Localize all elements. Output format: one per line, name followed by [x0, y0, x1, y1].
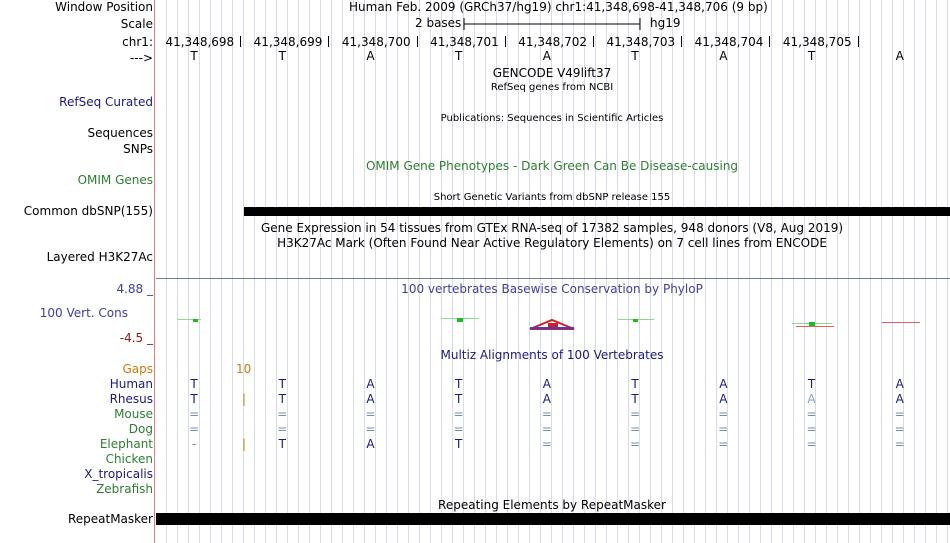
species-label-mouse[interactable]: Mouse — [114, 407, 153, 421]
ruler-tick — [593, 36, 594, 47]
multiz-track-title: Multiz Alignments of 100 Vertebrates — [440, 348, 664, 362]
ruler-coordinate: 41,348,698 — [165, 35, 235, 49]
base-letter: A — [542, 49, 551, 63]
label-divider-line — [154, 0, 155, 543]
alignment-base: = — [277, 407, 288, 421]
ruler-coordinate: 41,348,703 — [606, 35, 676, 49]
window-position-value: Human Feb. 2009 (GRCh37/hg19) chr1:41,348,698-41,348,706 (9 bp) — [349, 0, 768, 14]
alignment-base: = — [541, 437, 552, 451]
repeatmasker-feature-bar[interactable] — [156, 513, 950, 525]
scale-bar — [462, 17, 644, 31]
refseq-track-label[interactable]: RefSeq Curated — [59, 95, 153, 109]
alignment-base: = — [630, 437, 641, 451]
species-label-x_tropicalis[interactable]: X_tropicalis — [84, 467, 153, 481]
alignment-base: = — [365, 407, 376, 421]
omim-track-label[interactable]: OMIM Genes — [77, 173, 153, 187]
refseq-track-subtitle: RefSeq genes from NCBI — [490, 82, 614, 93]
alignment-base: = — [806, 422, 817, 436]
alignment-base: T — [455, 392, 463, 406]
alignment-base: = — [189, 407, 200, 421]
alignment-base: = — [541, 407, 552, 421]
species-label-elephant[interactable]: Elephant — [99, 437, 153, 451]
alignment-base: T — [190, 377, 198, 391]
base-letter: A — [366, 49, 375, 63]
alignment-base: = — [630, 422, 641, 436]
gap-marker: | — [242, 392, 247, 406]
dbsnp-feature-bar[interactable] — [244, 207, 950, 216]
base-letter: T — [278, 49, 286, 63]
phylop-max-value: 4.88 _ — [116, 282, 153, 296]
alignment-base: = — [453, 407, 464, 421]
species-label-zebrafish[interactable]: Zebrafish — [96, 482, 153, 496]
alignment-base: T — [631, 392, 639, 406]
scale-size: 2 bases — [415, 16, 462, 30]
chrom-label: chr1: — [122, 35, 153, 49]
strand-label: ---> — [129, 51, 153, 65]
h3k27ac-track-title: H3K27Ac Mark (Often Found Near Active Regulatory Elements) on 7 cell lines from ENCODE — [277, 236, 827, 250]
ruler-coordinate: 41,348,699 — [253, 35, 323, 49]
alignment-base: = — [806, 437, 817, 451]
alignment-base: T — [631, 377, 639, 391]
alignment-base: A — [366, 392, 375, 406]
gap-marker: | — [242, 437, 247, 451]
gap-count: 10 — [236, 362, 252, 376]
publications-track-title: Publications: Sequences in Scientific Articles — [440, 113, 664, 124]
alignment-base: A — [807, 392, 816, 406]
alignment-base: A — [366, 377, 375, 391]
alignment-base: A — [895, 392, 904, 406]
ruler-coordinate: 41,348,704 — [694, 35, 764, 49]
gencode-track-title: GENCODE V49lift37 — [492, 66, 612, 80]
alignment-base: = — [277, 422, 288, 436]
alignment-base: = — [718, 437, 729, 451]
ruler-tick — [681, 36, 682, 47]
alignment-base: = — [630, 407, 641, 421]
alignment-base: = — [894, 437, 905, 451]
base-letter: T — [631, 49, 639, 63]
ruler-tick — [769, 36, 770, 47]
sequences-track-label[interactable]: Sequences — [87, 126, 153, 140]
gaps-label[interactable]: Gaps — [122, 362, 153, 376]
alignment-base: = — [541, 422, 552, 436]
base-letter: T — [807, 49, 816, 63]
alignment-base: A — [719, 377, 728, 391]
ruler-tick — [328, 36, 329, 47]
alignment-base: T — [278, 437, 286, 451]
ruler-coordinate: 41,348,701 — [430, 35, 499, 49]
alignment-base: A — [542, 392, 551, 406]
repeatmasker-track-label[interactable]: RepeatMasker — [67, 512, 153, 526]
phylop-track-label[interactable]: 100 Vert. Cons — [39, 306, 128, 320]
species-label-chicken[interactable]: Chicken — [105, 452, 153, 466]
alignment-base: = — [718, 407, 729, 421]
h3k27ac-track-label[interactable]: Layered H3K27Ac — [46, 250, 153, 264]
phylop-min-value: -4.5 _ — [119, 331, 153, 345]
base-letter: A — [719, 49, 728, 63]
species-label-dog[interactable]: Dog — [128, 422, 153, 436]
alignment-base: = — [365, 422, 376, 436]
base-letter: A — [895, 49, 904, 63]
alignment-base: T — [455, 377, 463, 391]
scale-label: Scale — [120, 17, 153, 31]
dbsnp-track-label[interactable]: Common dbSNP(155) — [23, 204, 153, 218]
alignment-base: = — [453, 422, 464, 436]
gtex-track-title: Gene Expression in 54 tissues from GTEx RNA-seq of 17382 samples, 948 donors (V8, Aug 2019) — [260, 221, 844, 235]
species-label-human[interactable]: Human — [109, 377, 153, 391]
repeatmasker-track-title: Repeating Elements by RepeatMasker — [438, 498, 666, 512]
ruler-coordinate: 41,348,705 — [782, 35, 852, 49]
base-letter: T — [190, 49, 198, 63]
alignment-base: = — [189, 422, 200, 436]
alignment-base: = — [894, 422, 905, 436]
alignment-base: A — [366, 437, 375, 451]
ruler-tick — [417, 36, 418, 47]
alignment-base: - — [191, 437, 197, 451]
phylop-track-title: 100 vertebrates Basewise Conservation by PhyloP — [401, 282, 703, 296]
dbsnp-track-title: Short Genetic Variants from dbSNP release 155 — [433, 192, 671, 203]
alignment-base: = — [806, 407, 817, 421]
ruler-tick — [240, 36, 241, 47]
ruler-tick — [858, 36, 859, 47]
species-label-rhesus[interactable]: Rhesus — [109, 392, 153, 406]
ruler-coordinate: 41,348,700 — [341, 35, 411, 49]
alignment-base: T — [807, 377, 816, 391]
alignment-base: = — [894, 407, 905, 421]
alignment-base: A — [719, 392, 728, 406]
phylop-signal-plot — [156, 310, 950, 336]
alignment-base: = — [718, 422, 729, 436]
alignment-base: T — [278, 392, 286, 406]
alignment-base: T — [190, 392, 198, 406]
snps-track-label[interactable]: SNPs — [123, 142, 153, 156]
alignment-base: A — [895, 377, 904, 391]
window-position-label: Window Position — [55, 0, 153, 14]
h3k27ac-baseline — [156, 278, 950, 279]
alignment-base: A — [542, 377, 551, 391]
alignment-base: T — [455, 437, 463, 451]
omim-track-title: OMIM Gene Phenotypes - Dark Green Can Be Disease-causing — [365, 159, 739, 173]
base-letter: T — [455, 49, 463, 63]
scale-assembly: hg19 — [650, 16, 681, 30]
ruler-tick — [505, 36, 506, 47]
ruler-coordinate: 41,348,702 — [518, 35, 587, 49]
alignment-base: T — [278, 377, 286, 391]
